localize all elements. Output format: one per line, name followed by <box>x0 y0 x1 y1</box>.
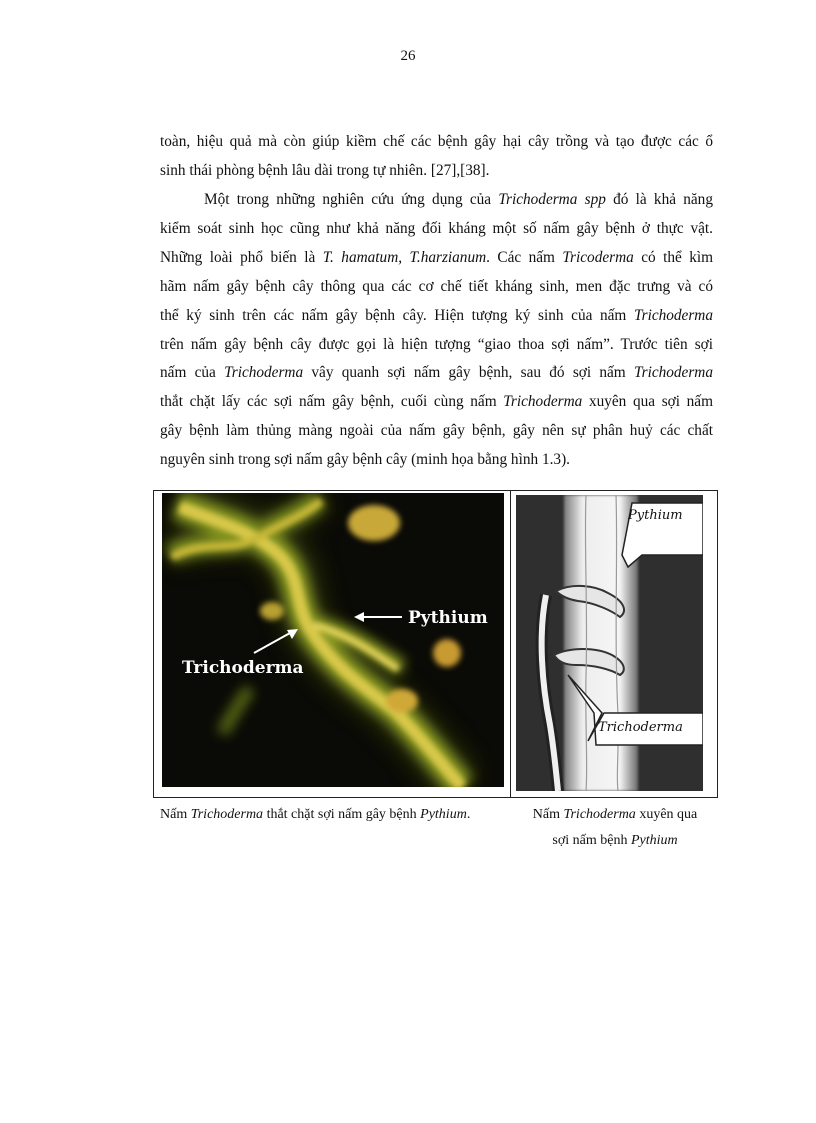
text-line: nguyên sinh trong sợi nấm gây bệnh cây (minh họa bằng hình 1.3). <box>160 451 570 469</box>
text-line: trên nấm gây bệnh cây được gọi là hiện tượng “giao thoa sợi nấm”. Trước tiên sợi <box>160 335 713 353</box>
figure-divider <box>510 491 511 797</box>
text-line: hãm nấm gây bệnh cây thông qua các cơ chế tiết kháng sinh, men đặc trưng và có <box>160 277 713 295</box>
line-art-illustration <box>516 495 703 791</box>
text-line: nấm của Trichoderma vây quanh sợi nấm gây bệnh, sau đó sợi nấm Trichoderma <box>160 364 713 382</box>
figure-caption-left: Nấm Trichoderma thắt chặt sợi nấm gây bệnh Pythium. <box>160 807 471 822</box>
text-line: kiểm soát sinh học cũng như khả năng đối kháng một số nấm gây bệnh ở thực vật. <box>160 219 713 237</box>
line-art-image <box>516 495 703 791</box>
illustration-label-trichoderma: Trichoderma <box>598 720 683 735</box>
text-line: gây bệnh làm thủng màng ngoài của nấm gây bệnh, gây nên sự phân huỷ các chất <box>160 422 713 440</box>
illustration-label-pythium: Pythium <box>628 508 683 523</box>
page-number: 26 <box>400 48 416 64</box>
figure-caption-right: Nấm Trichoderma xuyên qua sợi nấm bệnh Pythium <box>532 807 698 848</box>
species-name: T. hamatum, T.harzianum <box>322 248 487 266</box>
species-name: Trichoderma <box>633 364 713 382</box>
species-name: Tricoderma <box>562 248 634 266</box>
species-name: Trichoderma spp <box>498 191 606 208</box>
micrograph-fluorescent <box>162 493 504 787</box>
text-line: Những loài phổ biến là T. hamatum, T.harzianum. Các nấm Tricoderma có thể kìm <box>160 248 713 266</box>
micrograph-image <box>162 493 504 787</box>
text-line: thể ký sinh trên các nấm gây bệnh cây. Hiện tượng ký sinh của nấm Trichoderma <box>160 306 713 324</box>
paragraph-2 <box>160 186 713 475</box>
species-name: Trichoderma <box>224 364 304 382</box>
text-line: sinh thái phòng bệnh lâu dài trong tự nhiên. [27],[38]. <box>160 161 490 179</box>
micrograph-label-pythium: Pythium <box>408 608 488 628</box>
figure-1-3 <box>153 490 718 798</box>
species-name: Trichoderma <box>633 306 713 324</box>
text-line: thắt chặt lấy các sợi nấm gây bệnh, cuối cùng nấm Trichoderma xuyên qua sợi nấm <box>160 393 713 411</box>
micrograph-label-trichoderma: Trichoderma <box>182 658 304 678</box>
species-name: Trichoderma <box>503 393 583 411</box>
text-line: Một trong những nghiên cứu ứng dụng của Trichoderma spp đó là khả năng <box>204 191 713 208</box>
text-line: toàn, hiệu quả mà còn giúp kiềm chế các bệnh gây hại cây trồng và tạo được các ổ <box>160 133 713 150</box>
paragraph-1 <box>160 128 713 186</box>
